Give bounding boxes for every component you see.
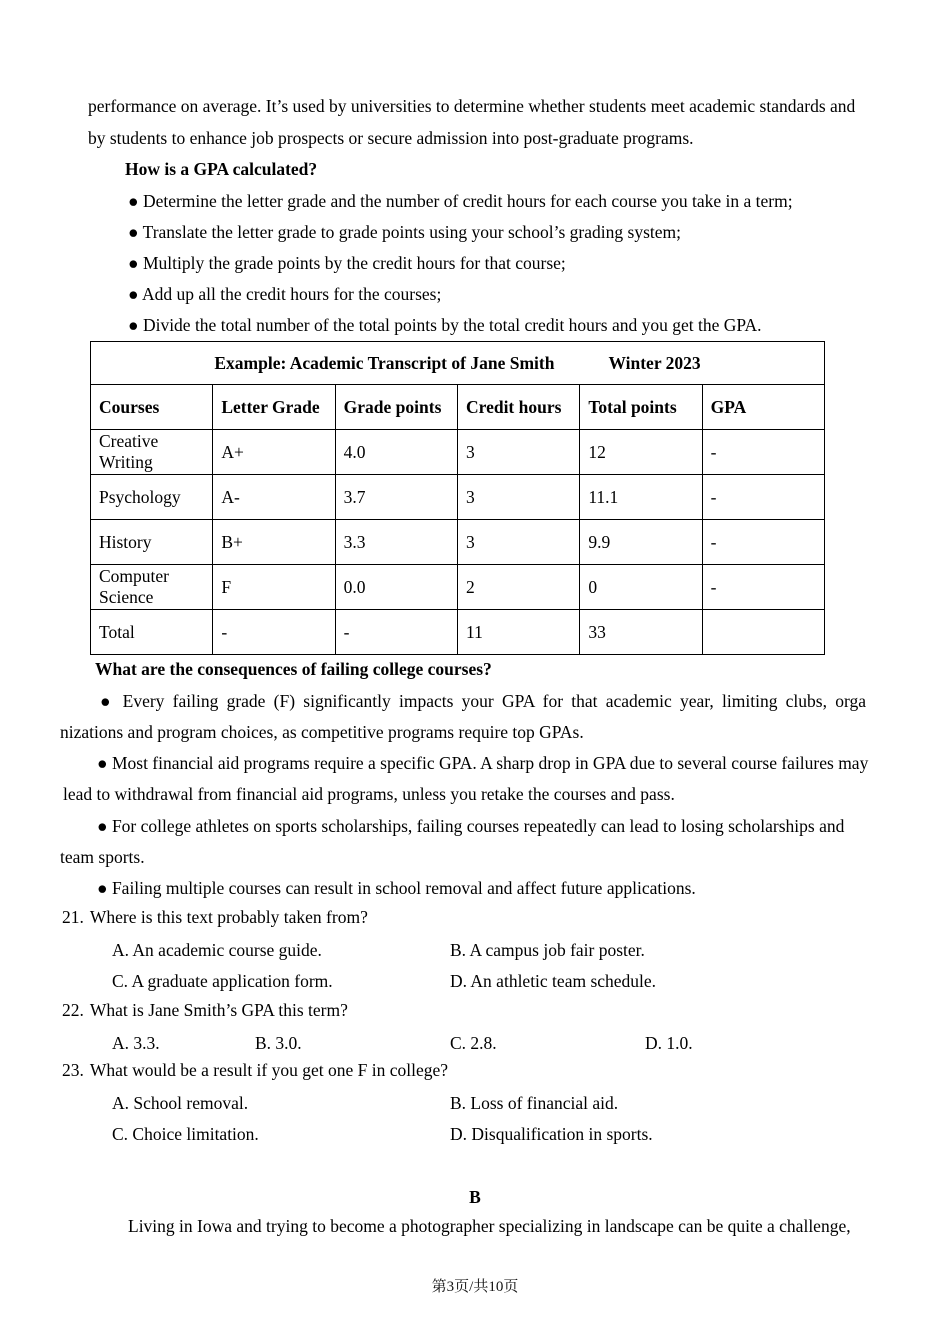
table-title-left: Example: Academic Transcript of Jane Smith — [214, 352, 555, 373]
table-row — [91, 430, 825, 475]
cell-credit-hours: 2 — [457, 565, 579, 610]
intro-line-2: by students to enhance job prospects or secure admission into post-graduate programs. — [88, 128, 694, 148]
question-23-option-d[interactable]: D. Disqualification in sports. — [450, 1124, 653, 1144]
cell-total-points: 11.1 — [580, 475, 702, 520]
consequence-bullet-3-line-2: team sports. — [60, 847, 145, 867]
question-22-option-b[interactable]: B. 3.0. — [255, 1033, 302, 1053]
cell-letter-grade: B+ — [213, 520, 335, 565]
question-23-number: 23. — [62, 1060, 84, 1080]
intro-line-1: performance on average. It’s used by universities to determine whether students meet academic standards and — [88, 96, 856, 116]
calc-bullet-5: ● Divide the total number of the total points by the total credit hours and you get the GPA. — [128, 315, 762, 335]
page-footer: 第3页/共10页 — [431, 1279, 519, 1295]
column-header-courses: Courses — [91, 385, 213, 430]
question-22-stem: What is Jane Smith’s GPA this term? — [89, 1000, 348, 1020]
cell-gpa: - — [702, 430, 824, 475]
calc-bullet-2: ● Translate the letter grade to grade points using your school’s grading system; — [128, 222, 681, 242]
question-22 — [62, 1002, 348, 1020]
cell-course: Total — [91, 610, 213, 655]
column-header-letter-grade: Letter Grade — [213, 385, 335, 430]
cell-letter-grade: A- — [213, 475, 335, 520]
consequence-bullet-1-line-2: nizations and program choices, as competitive programs require top GPAs. — [60, 722, 584, 742]
heading-consequences: What are the consequences of failing college courses? — [95, 659, 492, 679]
section-b-letter: B — [469, 1187, 481, 1207]
heading-how-is-gpa-calculated: How is a GPA calculated? — [125, 159, 318, 179]
question-22-option-c[interactable]: C. 2.8. — [450, 1033, 497, 1053]
calc-bullet-4: ● Add up all the credit hours for the courses; — [128, 284, 442, 304]
table-title-row — [91, 342, 825, 385]
question-21-number: 21. — [62, 907, 84, 927]
calc-bullet-1: ● Determine the letter grade and the number of credit hours for each course you take in a term; — [128, 191, 793, 211]
table-row — [91, 565, 825, 610]
question-23-stem: What would be a result if you get one F in college? — [89, 1060, 449, 1080]
cell-letter-grade: - — [213, 610, 335, 655]
question-21-option-c[interactable]: C. A graduate application form. — [112, 971, 333, 991]
question-21-stem: Where is this text probably taken from? — [89, 907, 368, 927]
question-21-option-a[interactable]: A. An academic course guide. — [112, 940, 322, 960]
table-row — [91, 475, 825, 520]
calc-bullet-3: ● Multiply the grade points by the credit hours for that course; — [128, 253, 566, 273]
consequence-bullet-2-line-1: ● Most financial aid programs require a specific GPA. A sharp drop in GPA due to several course failures may — [97, 753, 869, 773]
table-row-total — [91, 610, 825, 655]
column-header-total-points: Total points — [580, 385, 702, 430]
cell-total-points: 9.9 — [580, 520, 702, 565]
cell-gpa: - — [702, 520, 824, 565]
question-21-option-b[interactable]: B. A campus job fair poster. — [450, 940, 645, 960]
cell-total-points: 12 — [580, 430, 702, 475]
table-header-row — [91, 385, 825, 430]
cell-grade-points: 3.7 — [335, 475, 457, 520]
question-22-option-a[interactable]: A. 3.3. — [112, 1033, 160, 1053]
cell-credit-hours: 11 — [457, 610, 579, 655]
cell-grade-points: - — [335, 610, 457, 655]
cell-total-points: 33 — [580, 610, 702, 655]
consequence-bullet-3-line-1: ● For college athletes on sports scholarships, failing courses repeatedly can lead to losing scholarships and — [97, 816, 845, 836]
cell-credit-hours: 3 — [457, 430, 579, 475]
question-23-option-c[interactable]: C. Choice limitation. — [112, 1124, 259, 1144]
cell-gpa — [702, 610, 824, 655]
table-row — [91, 520, 825, 565]
question-22-option-d[interactable]: D. 1.0. — [645, 1033, 693, 1053]
transcript-table — [90, 341, 825, 655]
cell-course: Computer Science — [91, 565, 213, 610]
cell-letter-grade: F — [213, 565, 335, 610]
cell-grade-points: 0.0 — [335, 565, 457, 610]
section-b-first-line: Living in Iowa and trying to become a photographer specializing in landscape can be quite a challenge, — [128, 1216, 851, 1236]
consequence-bullet-2-line-2: lead to withdrawal from financial aid programs, unless you retake the courses and pass. — [63, 784, 675, 804]
consequence-bullet-1-line-1: ● Every failing grade (F) significantly impacts your GPA for that academic year, limiting clubs, orga — [100, 691, 866, 711]
cell-letter-grade: A+ — [213, 430, 335, 475]
question-22-number: 22. — [62, 1000, 84, 1020]
cell-credit-hours: 3 — [457, 475, 579, 520]
column-header-credit-hours: Credit hours — [457, 385, 579, 430]
question-23 — [62, 1062, 448, 1080]
cell-course: History — [91, 520, 213, 565]
question-23-option-a[interactable]: A. School removal. — [112, 1093, 249, 1113]
table-title-cell — [91, 342, 825, 385]
consequence-bullet-4: ● Failing multiple courses can result in school removal and affect future applications. — [97, 878, 696, 898]
table-title-right: Winter 2023 — [608, 352, 701, 373]
question-21-option-d[interactable]: D. An athletic team schedule. — [450, 971, 657, 991]
column-header-gpa: GPA — [702, 385, 824, 430]
cell-grade-points: 4.0 — [335, 430, 457, 475]
cell-total-points: 0 — [580, 565, 702, 610]
question-23-option-b[interactable]: B. Loss of financial aid. — [450, 1093, 619, 1113]
cell-gpa: - — [702, 475, 824, 520]
cell-course: Psychology — [91, 475, 213, 520]
question-21 — [62, 909, 368, 927]
cell-course: Creative Writing — [91, 430, 213, 475]
cell-grade-points: 3.3 — [335, 520, 457, 565]
cell-credit-hours: 3 — [457, 520, 579, 565]
cell-gpa: - — [702, 565, 824, 610]
column-header-grade-points: Grade points — [335, 385, 457, 430]
